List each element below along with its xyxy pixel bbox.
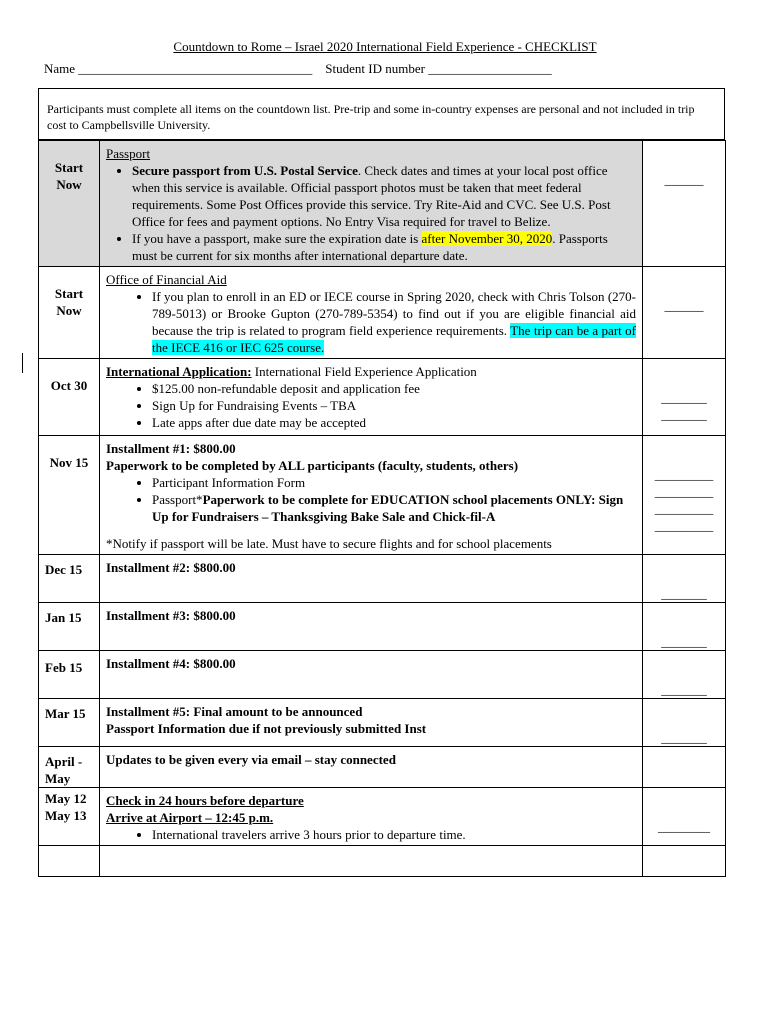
section-heading: International Application: xyxy=(106,364,252,379)
item-cell xyxy=(100,267,643,359)
name-and-id-line xyxy=(44,60,552,77)
check-cell[interactable]: _________ _________ _________ _________ xyxy=(643,436,726,555)
item-cell xyxy=(100,846,643,877)
table-row xyxy=(39,141,726,267)
name-field-label: Name ____________________________________ xyxy=(44,61,313,76)
date-cell: Jan 15 xyxy=(39,603,100,651)
check-cell[interactable]: ______ xyxy=(643,267,726,359)
date-cell xyxy=(39,846,100,877)
table-row xyxy=(39,846,726,877)
check-cell[interactable]: ________ xyxy=(643,788,726,846)
item-cell xyxy=(100,141,643,267)
date-cell: Start Now xyxy=(39,267,100,359)
check-cell[interactable]: _______ xyxy=(643,555,726,603)
student-id-field-label: Student ID number ___________________ xyxy=(325,61,552,76)
date-cell: Oct 30 xyxy=(39,359,100,436)
table-row xyxy=(39,747,726,788)
date-cell: Dec 15 xyxy=(39,555,100,603)
list-item: • If you have a passport, make sure the expiration date is after November 30, 2020. Passports must be current for six months after international departure date. xyxy=(132,230,636,264)
table-row xyxy=(39,651,726,699)
page-title: Countdown to Rome – Israel 2020 International Field Experience - CHECKLIST xyxy=(173,39,597,54)
list-item: • $125.00 non-refundable deposit and application fee xyxy=(152,380,636,397)
check-cell[interactable]: _______ xyxy=(643,603,726,651)
table-row xyxy=(39,603,726,651)
list-item: • International travelers arrive 3 hours prior to departure time. xyxy=(152,826,636,843)
table-row xyxy=(39,699,726,747)
table-row xyxy=(39,267,726,359)
date-cell: Mar 15 xyxy=(39,699,100,747)
table-row xyxy=(39,555,726,603)
date-cell: May 12 May 13 xyxy=(39,788,100,846)
text-cursor xyxy=(22,353,23,373)
item-cell: Installment #4: $800.00 xyxy=(100,651,643,699)
check-cell[interactable] xyxy=(643,846,726,877)
list-item: • If you plan to enroll in an ED or IECE course in Spring 2020, check with Chris Tolson (270-789-5013) or Brooke Gupton (270-789-5354) to find out if you are eligible financial aid because the trip is related to program field experience requirements. The trip can be a part of the IECE 416 or IEC 625 course. xyxy=(152,288,636,356)
check-cell[interactable]: ______ xyxy=(643,141,726,267)
list-item: • Participant Information Form xyxy=(152,474,636,491)
check-cell[interactable]: _______ xyxy=(643,651,726,699)
date-cell: Feb 15 xyxy=(39,651,100,699)
item-cell: Check in 24 hours before departure Arrive at Airport – 12:45 p.m. • International travelers arrive 3 hours prior to departure time. xyxy=(100,788,643,846)
date-cell: Start Now xyxy=(39,141,100,267)
table-row xyxy=(39,436,726,555)
list-item: • Secure passport from U.S. Postal Service. Check dates and times at your local post office when this service is available. Official passport photos must be taken that meet federal requirements. Some Post Offices provide this service. Try Rite-Aid and CVC. See U.S. Post Office for fees and payment options. No Entry Visa required for travel to Belize. xyxy=(132,162,636,230)
highlighted-date: after November 30, 2020 xyxy=(421,231,553,246)
check-cell[interactable]: _______ _______ xyxy=(643,359,726,436)
section-heading: Office of Financial Aid xyxy=(106,272,227,287)
highlighted-note: The trip can be a part of the IECE 416 or IEC 625 course. xyxy=(152,323,636,355)
list-item: • Late apps after due date may be accepted xyxy=(152,414,636,431)
item-cell: Installment #3: $800.00 xyxy=(100,603,643,651)
checklist-table xyxy=(38,140,726,877)
table-row xyxy=(39,788,726,846)
intro-box: Participants must complete all items on the countdown list. Pre-trip and some in-country expenses are personal and not included in trip cost to Campbellsville University. xyxy=(38,88,725,140)
item-cell: Installment #5: Final amount to be announced Passport Information due if not previously submitted Inst xyxy=(100,699,643,747)
check-cell[interactable] xyxy=(643,747,726,788)
date-cell: April - May xyxy=(39,747,100,788)
item-cell: Installment #2: $800.00 xyxy=(100,555,643,603)
section-heading: Passport xyxy=(106,146,151,161)
date-cell: Nov 15 xyxy=(39,436,100,555)
item-cell: Updates to be given every via email – stay connected xyxy=(100,747,643,788)
item-cell: Installment #1: $800.00 Paperwork to be completed by ALL participants (faculty, students, others) • Participant Information Form • Passport*Paperwork to be complete for EDUCATION school placements ONLY: Sign Up for Fundraisers – Thanksgiving Bake Sale and Chick-fil-A *Notify if passport will be late. Must have to secure flights and for school placements xyxy=(100,436,643,555)
list-item: • Sign Up for Fundraising Events – TBA xyxy=(152,397,636,414)
check-cell[interactable]: _______ xyxy=(643,699,726,747)
passport-note: *Notify if passport will be late. Must have to secure flights and for school placements xyxy=(106,536,552,551)
table-row xyxy=(39,359,726,436)
list-item: • Passport*Paperwork to be complete for EDUCATION school placements ONLY: Sign Up for Fundraisers – Thanksgiving Bake Sale and Chick-fil-A xyxy=(152,491,636,525)
item-cell: International Application: International Field Experience Application • $125.00 non-refundable deposit and application fee • Sign Up for Fundraising Events – TBA • Late apps after due date may be accepted xyxy=(100,359,643,436)
